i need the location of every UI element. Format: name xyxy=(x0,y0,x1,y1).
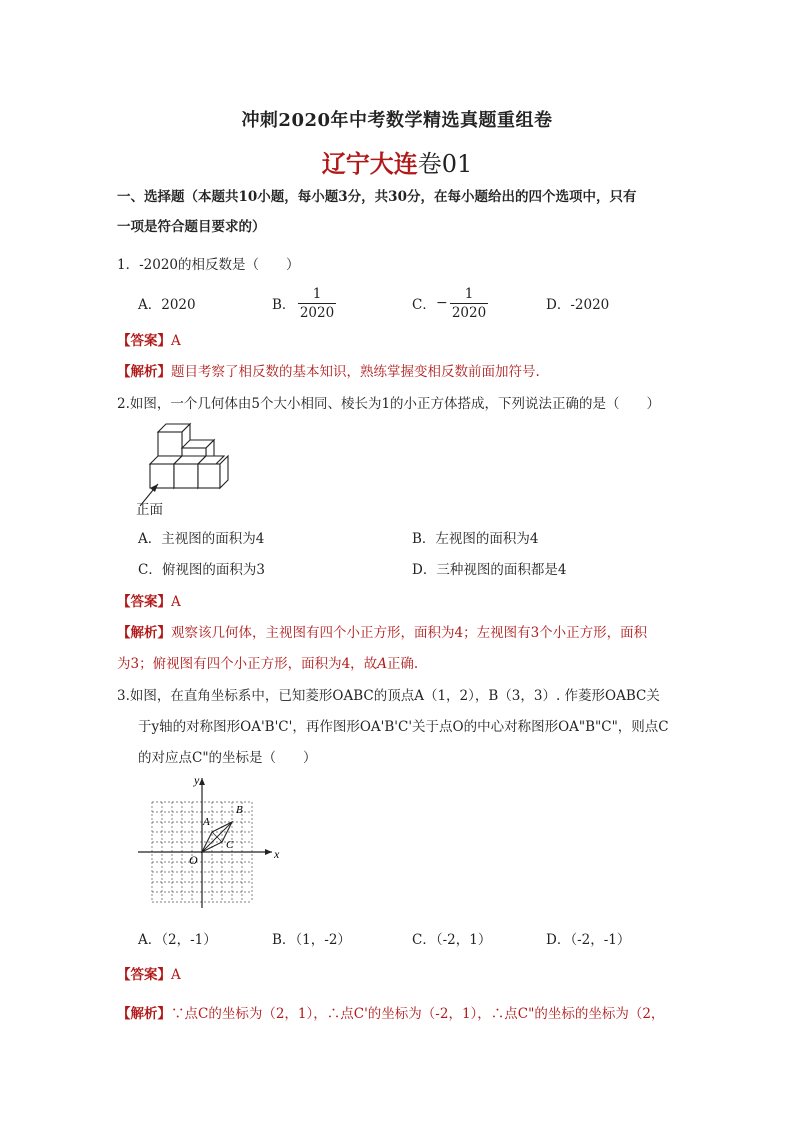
q3-analysis xyxy=(117,1005,664,1023)
q2-analysis-option-ref: A xyxy=(377,656,387,672)
q3-option-d: D．（-2，-1） xyxy=(546,932,631,948)
q1-answer-value: A xyxy=(171,333,181,349)
q1-option-c-sign: − xyxy=(436,295,448,311)
q1-answer xyxy=(117,332,181,350)
q1-option-c-denominator: 2020 xyxy=(451,305,487,321)
q2-analysis-line1 xyxy=(117,624,647,642)
q1-option-a: A．2020 xyxy=(138,297,196,313)
q1-option-b-denominator: 2020 xyxy=(299,305,335,321)
point-c-label: C xyxy=(226,839,234,851)
section-heading-line2: 一项是符合题目要求的） xyxy=(117,219,266,235)
q3-stem-line1: 3.如图，在直角坐标系中，已知菱形OABC的顶点A（1，2），B（3，3）. 作菱形OABC关 xyxy=(117,688,660,704)
q1-analysis xyxy=(117,363,540,381)
q2-analysis-text2b: 正确. xyxy=(386,656,419,672)
fraction-bar xyxy=(298,303,336,304)
q1-option-c-fraction xyxy=(450,286,488,321)
q3-stem-line2: 于y轴的对称图形OA'B'C'，再作图形OA'B'C'关于点O的中心对称图形OA"B"C"，则点C xyxy=(138,719,669,735)
q2-option-b: B．左视图的面积为4 xyxy=(412,531,539,547)
answer-tag: 【答案】 xyxy=(117,333,171,349)
q2-figure-label: 正面 xyxy=(136,502,163,518)
q2-answer-value: A xyxy=(171,594,181,610)
x-axis-label: x xyxy=(274,847,280,861)
exam-volume: 卷01 xyxy=(417,150,473,178)
exam-title: 冲刺2020年中考数学精选真题重组卷 xyxy=(241,110,553,131)
q3-option-b: B．（1，-2） xyxy=(272,932,351,948)
q3-answer xyxy=(117,966,181,984)
q2-analysis-line2 xyxy=(117,655,418,673)
q2-answer xyxy=(117,593,181,611)
q3-answer-value: A xyxy=(171,967,181,983)
q2-option-c: C．俯视图的面积为3 xyxy=(138,562,265,578)
q1-option-b-numerator: 1 xyxy=(312,286,322,302)
q3-analysis-text: ∵点C的坐标为（2，1），∴点C'的坐标为（-2，1），∴点C"的坐标的坐标为（2， xyxy=(171,1006,665,1022)
q3-coordinate-figure xyxy=(134,772,284,912)
q3-option-c: C．（-2，1） xyxy=(412,932,492,948)
analysis-tag: 【解析】 xyxy=(117,625,171,641)
y-axis-label: y xyxy=(194,773,200,787)
q1-option-c-numerator: 1 xyxy=(464,286,474,302)
analysis-tag: 【解析】 xyxy=(117,1006,171,1022)
q3-stem-line3: 的对应点C"的坐标是（ ） xyxy=(138,750,317,766)
q1-stem: 1．-2020的相反数是（ ） xyxy=(117,257,300,273)
q1-option-d: D．-2020 xyxy=(546,297,610,313)
answer-tag: 【答案】 xyxy=(117,594,171,610)
q1-option-b-label: B． xyxy=(272,297,296,313)
origin-label: O xyxy=(189,853,198,867)
section-heading-line1: 一、选择题（本题共10小题，每小题3分，共30分，在每小题给出的四个选项中，只有 xyxy=(117,189,637,205)
q2-option-a: A．主视图的面积为4 xyxy=(138,531,265,547)
fraction-bar xyxy=(450,303,488,304)
q2-analysis-text2a: 为3；俯视图有四个小正方形，面积为4，故 xyxy=(117,656,378,672)
analysis-tag: 【解析】 xyxy=(117,364,171,380)
point-a-label: A xyxy=(203,816,210,828)
q1-option-c-label: C． xyxy=(412,297,436,313)
point-b-label: B xyxy=(236,804,243,816)
q3-option-a: A．（2，-1） xyxy=(138,932,217,948)
exam-region: 辽宁大连 xyxy=(321,149,418,178)
exam-subtitle xyxy=(0,144,794,179)
q1-analysis-text: 题目考察了相反数的基本知识，熟练掌握变相反数前面加符号. xyxy=(171,364,540,380)
q2-analysis-text1: 观察该几何体，主视图有四个小正方形，面积为4；左视图有3个小正方形，面积 xyxy=(171,625,648,641)
q1-option-b-fraction xyxy=(298,286,336,321)
q2-stem: 2.如图，一个几何体由5个大小相同、棱长为1的小正方体搭成，下列说法正确的是（ ） xyxy=(117,396,661,412)
q2-option-d: D．三种视图的面积都是4 xyxy=(412,562,567,578)
answer-tag: 【答案】 xyxy=(117,967,171,983)
